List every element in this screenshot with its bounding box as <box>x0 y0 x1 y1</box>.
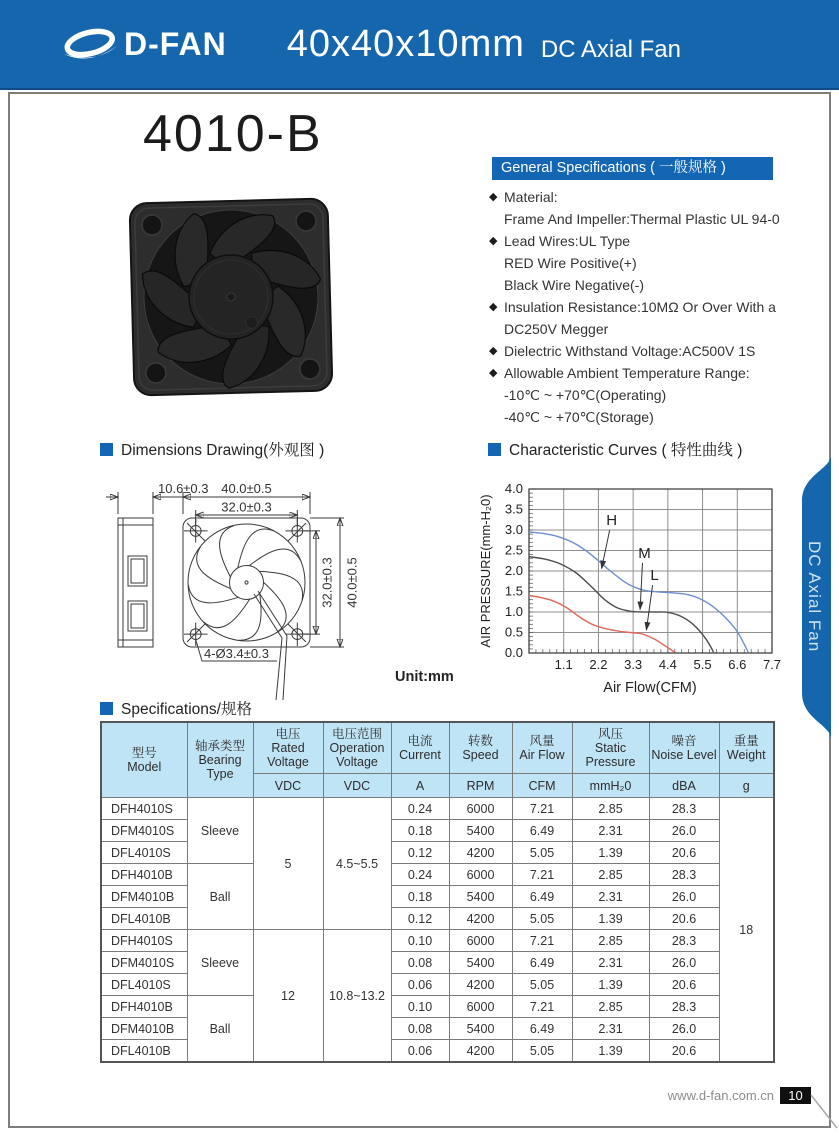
dimension-lines <box>106 481 454 685</box>
svg-text:0.5: 0.5 <box>504 624 523 640</box>
cell: 6.49 <box>512 820 572 842</box>
section-title-specifications <box>100 697 252 719</box>
product-model-title: 4010-B <box>143 105 323 163</box>
cell: 5400 <box>449 952 512 974</box>
cell: DFH4010S <box>101 798 187 820</box>
cell: 1.39 <box>572 908 649 930</box>
svg-text:1.5: 1.5 <box>504 583 523 599</box>
col-header-airflow: 风量 Air Flow <box>512 722 572 774</box>
diamond-bullet-icon: ◆ <box>489 191 498 203</box>
diamond-bullet-icon: ◆ <box>489 345 498 357</box>
holes-diameter-label: 4-Ø3.4±0.3 <box>204 646 269 661</box>
cell: 4200 <box>449 974 512 996</box>
section-title-dimensions <box>100 438 324 460</box>
section-title-curves <box>488 438 742 460</box>
cell: 6.49 <box>512 1018 572 1040</box>
table-row <box>101 996 774 1018</box>
col-header-noise: 噪音 Noise Level <box>649 722 719 774</box>
cell: 28.3 <box>649 996 719 1018</box>
cell: 4200 <box>449 1040 512 1063</box>
cell: 0.24 <box>391 798 449 820</box>
blue-square-icon <box>100 443 113 456</box>
cell: 0.24 <box>391 864 449 886</box>
unit-label: Unit:mm <box>395 669 454 685</box>
cell: 5 <box>253 798 323 930</box>
cell: DFM4010S <box>101 820 187 842</box>
cell: 2.85 <box>572 996 649 1018</box>
top-banner <box>0 0 839 90</box>
diamond-bullet-icon: ◆ <box>489 235 498 247</box>
cell: DFL4010B <box>101 1040 187 1063</box>
section-title-text: Dimensions Drawing(外观图 ) <box>121 442 325 459</box>
col-header-weight: 重量 Weight <box>719 722 774 774</box>
spec-item <box>489 296 789 318</box>
diamond-bullet-icon <box>489 274 504 296</box>
spec-text: Allowable Ambient Temperature Range: <box>504 365 750 381</box>
spec-text: Material: <box>504 189 558 205</box>
cell: 2.85 <box>572 930 649 952</box>
spec-text: Black Wire Negative(-) <box>504 277 645 293</box>
cell: 2.31 <box>572 886 649 908</box>
side-tab <box>790 455 831 739</box>
cell: 0.08 <box>391 952 449 974</box>
diamond-bullet-icon <box>489 252 504 274</box>
general-specs-list <box>489 186 789 428</box>
svg-text:M: M <box>638 544 651 562</box>
svg-text:3.3: 3.3 <box>624 657 643 672</box>
diamond-bullet-icon <box>489 384 504 406</box>
cell: 20.6 <box>649 974 719 996</box>
cell: DFH4010B <box>101 996 187 1018</box>
svg-text:6.6: 6.6 <box>728 657 747 672</box>
unit-cell: CFM <box>512 774 572 798</box>
unit-cell: VDC <box>253 774 323 798</box>
spec-item <box>489 340 789 362</box>
unit-cell: mmH₂0 <box>572 774 649 798</box>
section-title-text: Specifications/规格 <box>121 701 252 718</box>
col-header-op-voltage: 电压范围 Operation Voltage <box>323 722 391 774</box>
diamond-bullet-icon <box>489 406 504 428</box>
col-header-bearing: 轴承类型 Bearing Type <box>187 722 253 798</box>
svg-text:7.7: 7.7 <box>762 657 782 672</box>
cell: 26.0 <box>649 1018 719 1040</box>
cell: 6000 <box>449 798 512 820</box>
header-row <box>101 722 774 774</box>
spec-text: DC250V Megger <box>504 321 609 337</box>
brand-swoosh-icon <box>62 25 118 63</box>
cell: 2.31 <box>572 1018 649 1040</box>
cell: 0.06 <box>391 974 449 996</box>
unit-cell: VDC <box>323 774 391 798</box>
banner-size-title: 40x40x10mm <box>286 22 525 65</box>
unit-cell: RPM <box>449 774 512 798</box>
cell: 2.31 <box>572 820 649 842</box>
svg-text:1.1: 1.1 <box>554 657 573 672</box>
cell: DFM4010B <box>101 886 187 908</box>
blue-square-icon <box>100 702 113 715</box>
cell: Ball <box>187 864 253 930</box>
col-header-current: 电流 Current <box>391 722 449 774</box>
cell: 1.39 <box>572 974 649 996</box>
cell: 18 <box>719 798 774 1063</box>
cell: 26.0 <box>649 886 719 908</box>
diamond-bullet-icon: ◆ <box>489 301 498 313</box>
cell: 12 <box>253 930 323 1063</box>
brand-logo <box>62 25 227 63</box>
cell: 6000 <box>449 996 512 1018</box>
cell: DFH4010S <box>101 930 187 952</box>
cell: 5400 <box>449 886 512 908</box>
cell: 10.8~13.2 <box>323 930 391 1063</box>
characteristic-curves-chart <box>478 468 790 698</box>
col-header-pressure: 风压 Static Pressure <box>572 722 649 774</box>
svg-text:2.2: 2.2 <box>589 657 608 672</box>
spec-item <box>489 274 789 296</box>
cell: DFM4010B <box>101 1018 187 1040</box>
spec-item <box>489 362 789 384</box>
cell: 2.31 <box>572 952 649 974</box>
cell: 0.10 <box>391 930 449 952</box>
diamond-bullet-icon <box>489 318 504 340</box>
svg-text:5.5: 5.5 <box>693 657 712 672</box>
col-header-model: 型号 Model <box>101 722 187 798</box>
cell: DFL4010S <box>101 974 187 996</box>
cell: 5.05 <box>512 1040 572 1063</box>
cell: 0.18 <box>391 886 449 908</box>
page-number-badge: 10 <box>780 1087 811 1104</box>
cell: 20.6 <box>649 908 719 930</box>
spec-text: Dielectric Withstand Voltage:AC500V 1S <box>504 343 756 359</box>
spec-item <box>489 318 789 340</box>
cell: 5400 <box>449 820 512 842</box>
spec-text: Frame And Impeller:Thermal Plastic UL 94-0 <box>504 211 780 227</box>
cell: DFL4010S <box>101 842 187 864</box>
footer-url: www.d-fan.com.cn <box>667 1088 774 1103</box>
svg-text:3.0: 3.0 <box>504 522 523 537</box>
product-photo <box>112 193 350 405</box>
spec-item <box>489 230 789 252</box>
cell: Sleeve <box>187 930 253 996</box>
svg-text:2.0: 2.0 <box>504 563 523 578</box>
unit-cell: g <box>719 774 774 798</box>
cell: 28.3 <box>649 864 719 886</box>
dimensions-drawing <box>98 468 483 703</box>
cell: 0.06 <box>391 1040 449 1063</box>
svg-text:L: L <box>650 567 659 585</box>
cell: 6.49 <box>512 952 572 974</box>
cell: 0.12 <box>391 842 449 864</box>
diamond-bullet-icon <box>489 208 504 230</box>
section-title-text: Characteristic Curves ( 特性曲线 ) <box>509 442 743 459</box>
cell: 1.39 <box>572 842 649 864</box>
cell: 7.21 <box>512 798 572 820</box>
cell: DFL4010B <box>101 908 187 930</box>
svg-text:4.4: 4.4 <box>658 657 677 672</box>
general-specs-header: General Specifications ( 一般规格 ) <box>492 157 773 180</box>
specifications-table <box>100 721 775 1063</box>
cell: 7.21 <box>512 996 572 1018</box>
spec-text: Insulation Resistance:10MΩ Or Over With a <box>504 299 776 315</box>
cell: 5.05 <box>512 842 572 864</box>
spec-item <box>489 252 789 274</box>
banner-product-type: DC Axial Fan <box>540 36 681 63</box>
spec-item <box>489 208 789 230</box>
cell: 0.10 <box>391 996 449 1018</box>
cell: Sleeve <box>187 798 253 864</box>
fan-front-view <box>183 518 310 700</box>
dim-width-holes-label: 32.0±0.3 <box>221 499 272 515</box>
spec-text: Lead Wires:UL Type <box>504 233 631 249</box>
cell: 2.85 <box>572 864 649 886</box>
cell: 6000 <box>449 930 512 952</box>
cell: 6000 <box>449 864 512 886</box>
cell: 0.18 <box>391 820 449 842</box>
dim-width-outer-label: 40.0±0.5 <box>221 481 272 496</box>
table-row <box>101 864 774 886</box>
col-header-speed: 转数 Speed <box>449 722 512 774</box>
dim-thickness-label: 10.6±0.3 <box>158 481 209 496</box>
y-axis-title: AIR PRESSURE(mm-H₂0) <box>478 494 493 648</box>
cell: 0.08 <box>391 1018 449 1040</box>
cell: DFH4010B <box>101 864 187 886</box>
unit-cell: dBA <box>649 774 719 798</box>
spec-item <box>489 406 789 428</box>
brand-name: D-FAN <box>124 25 227 62</box>
cell: Ball <box>187 996 253 1063</box>
cell: DFM4010S <box>101 952 187 974</box>
cell: 7.21 <box>512 930 572 952</box>
diamond-bullet-icon: ◆ <box>489 367 498 379</box>
cell: 28.3 <box>649 930 719 952</box>
cell: 5.05 <box>512 974 572 996</box>
spec-item <box>489 186 789 208</box>
cell: 26.0 <box>649 820 719 842</box>
svg-text:1.0: 1.0 <box>504 604 523 619</box>
dim-height-outer-label: 40.0±0.5 <box>344 557 360 608</box>
cell: 5.05 <box>512 908 572 930</box>
cell: 2.85 <box>572 798 649 820</box>
cell: 26.0 <box>649 952 719 974</box>
table-row <box>101 930 774 952</box>
cell: 20.6 <box>649 842 719 864</box>
spec-text: RED Wire Positive(+) <box>504 255 637 271</box>
cell: 4200 <box>449 842 512 864</box>
cell: 6.49 <box>512 886 572 908</box>
unit-cell: A <box>391 774 449 798</box>
corner-diagonal-line <box>810 1094 839 1130</box>
cell: 0.12 <box>391 908 449 930</box>
spec-item <box>489 384 789 406</box>
blade-outlines <box>184 522 309 646</box>
fan-side-view <box>118 518 153 647</box>
spec-text: -10℃ ~ +70℃(Operating) <box>504 387 667 403</box>
cell: 20.6 <box>649 1040 719 1063</box>
dim-height-holes-label: 32.0±0.3 <box>319 557 335 608</box>
spec-text: -40℃ ~ +70℃(Storage) <box>504 409 654 425</box>
table-row <box>101 798 774 820</box>
side-tab-label: DC Axial Fan <box>805 541 824 653</box>
cell: 4200 <box>449 908 512 930</box>
svg-text:0.0: 0.0 <box>504 645 523 660</box>
cell: 7.21 <box>512 864 572 886</box>
svg-text:H: H <box>606 512 618 530</box>
cell: 4.5~5.5 <box>323 798 391 930</box>
col-header-voltage: 电压 Rated Voltage <box>253 722 323 774</box>
x-axis-title: Air Flow(CFM) <box>603 680 697 696</box>
svg-text:2.5: 2.5 <box>504 542 523 558</box>
cell: 28.3 <box>649 798 719 820</box>
svg-text:3.5: 3.5 <box>504 501 523 517</box>
cell: 5400 <box>449 1018 512 1040</box>
cell: 1.39 <box>572 1040 649 1063</box>
blue-square-icon <box>488 443 501 456</box>
svg-text:4.0: 4.0 <box>504 481 523 496</box>
